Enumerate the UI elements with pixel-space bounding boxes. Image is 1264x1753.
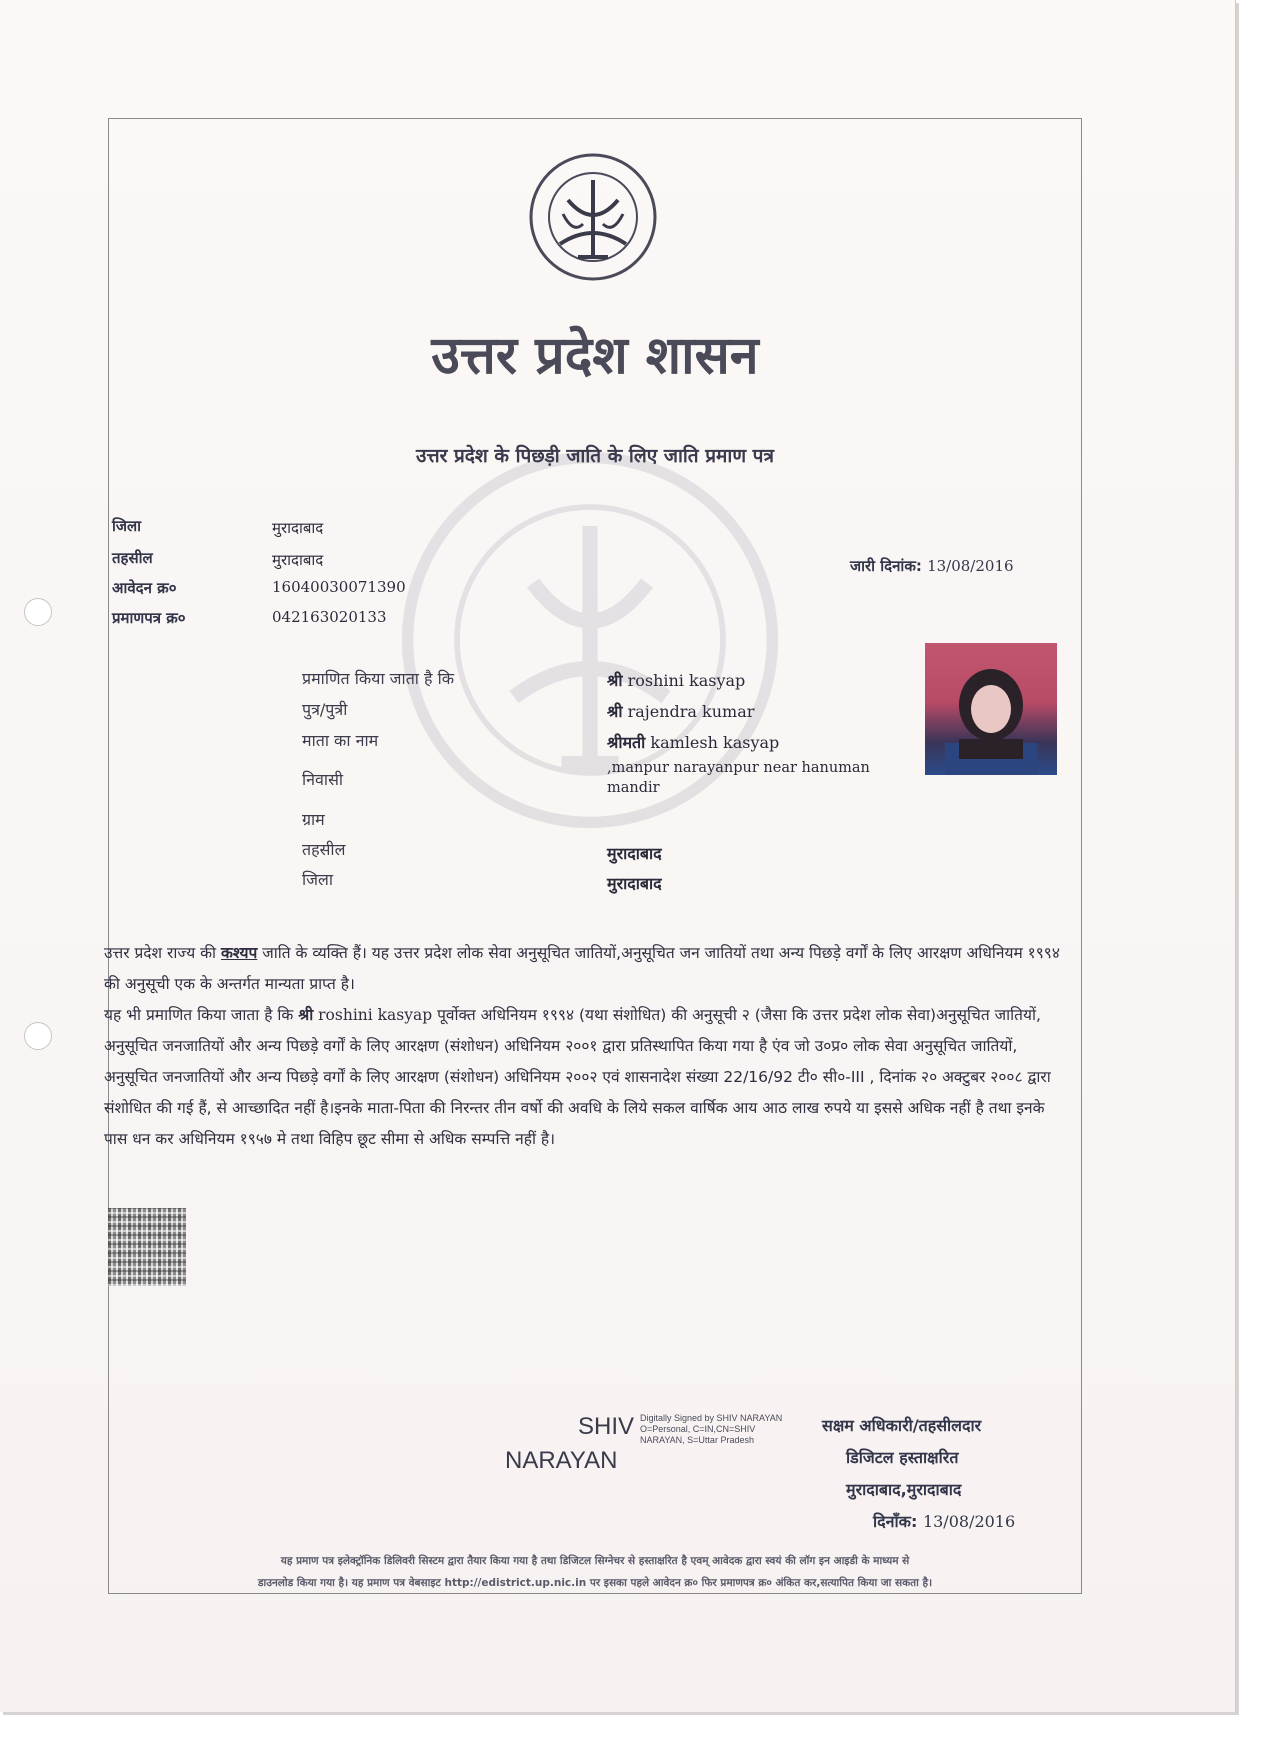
application-no-value: 16040030071390 <box>272 578 406 596</box>
issue-date-value: 13/08/2016 <box>927 557 1014 575</box>
village-label: ग्राम <box>302 810 325 829</box>
authority-date-value: 13/08/2016 <box>922 1512 1016 1531</box>
authority-date <box>873 1510 1015 1532</box>
tehsil-label: तहसील <box>112 549 153 567</box>
certificate-no-label: प्रमाणपत्र क्र० <box>112 609 186 627</box>
certificate-no-value: 042163020133 <box>272 608 387 626</box>
digital-signature-note: Digitally Signed by SHIV NARAYAN O=Personal, C=IN,CN=SHIV NARAYAN, S=Uttar Pradesh <box>640 1413 783 1445</box>
row-district-label: जिला <box>302 870 334 889</box>
row-tehsil-label: तहसील <box>302 840 346 859</box>
application-no-label: आवेदन क्र० <box>112 579 177 597</box>
parent-label: पुत्र/पुत्री <box>302 700 348 719</box>
paragraph-caste-rest: जाति के व्यक्ति हैं। यह उत्तर प्रदेश लोक सेवा अनुसूचित जातियों,अनुसूचित जन जातियों तथा अन्य पिछड़े वर्गों के लिए आरक्षण अधिनियम १९९४ की अनुसूची एक के अन्तर्गत मान्यता प्राप्त है। <box>104 944 1060 993</box>
footer-line1: यह प्रमाण पत्र इलेक्ट्रॉनिक डिलिवरी सिस्टम द्वारा तैयार किया गया है तथा डिजिटल सिग्नेचर से हस्ताक्षरित है एवम् आवेदक द्वारा स्वयं की लॉग इन आइडी के माध्यम से <box>280 1555 910 1567</box>
father-name-value: rajendra kumar <box>627 702 755 721</box>
holder-name-value: roshini kasyap <box>627 671 746 690</box>
row-tehsil-value: मुरादाबाद <box>607 844 662 863</box>
caste-name: कश्यप <box>220 944 258 962</box>
applicant-portrait-icon <box>925 643 1057 775</box>
district-value: मुरादाबाद <box>272 519 324 537</box>
mother-name <box>607 731 779 753</box>
row-district-value: मुरादाबाद <box>607 874 662 893</box>
authority-location: मुरादाबाद,मुरादाबाद <box>846 1480 962 1499</box>
authority-designation: सक्षम अधिकारी/तहसीलदार <box>822 1416 982 1435</box>
holder-name <box>607 669 745 691</box>
mother-name-value: kamlesh kasyap <box>650 733 780 752</box>
father-name <box>607 700 754 722</box>
issue-date <box>850 556 1014 576</box>
punch-hole-top <box>24 598 52 626</box>
issue-date-label: जारी दिनांक: <box>850 557 922 575</box>
document-subtitle: उत्तर प्रदेश के पिछड़ी जाति के लिए जाति प्रमाण पत्र <box>416 445 774 467</box>
paragraph-holder-name: roshini kasyap <box>313 1006 433 1024</box>
father-title: श्री <box>607 702 623 721</box>
footer-line2: डाउनलोड किया गया है। यह प्रमाण पत्र वेबसाइट http://edistrict.up.nic.in पर इसका पहले आवेदन क्र० फिर प्रमाणपत्र क्र० अंकित कर,सत्यापित किया जा सकता है। <box>257 1577 933 1589</box>
certify-label: प्रमाणित किया जाता है कि <box>302 669 455 688</box>
paragraph-certify-intro: यह भी प्रमाणित किया जाता है कि <box>104 1006 299 1024</box>
mother-label: माता का नाम <box>302 731 379 750</box>
paragraph-holder-title: श्री <box>298 1006 314 1024</box>
footer-note <box>108 1550 1082 1594</box>
paragraph-certify-rest: पूर्वोक्त अधिनियम १९९४ (यथा संशोधित) की अनुसूची २ (जैसा कि उत्तर प्रदेश लोक सेवा)अनुसूचित जातियों, अनुसूचित जनजातियों और अन्य पिछड़े वर्गों के लिए आरक्षण (संशोधन) अधिनियम २००१ द्वारा प्रतिस्थापित किया गया है एंव जो उ०प्र० लोक सेवा अनुसूचित जातियों, अनुसूचित जनजातियों और अन्य पिछड़े वर्गों के लिए आरक्षण (संशोधन) अधिनियम २००२ एवं शासनादेश संख्या 22/16/92 टी० सी०-III , दिनांक २० अक्टुबर २००८ द्वारा संशोधित की गई हैं, से आच्छादित नहीं है।इनके माता-पिता की निरन्तर तीन वर्षो की अवधि के लिये सकल वार्षिक आय आठ लाख रुपये या इससे अधिक नहीं है तथा इनके पास धन कर अधिनियम १९५७ मे तथा विहिप छूट सीमा से अधिक सम्पत्ति नहीं है। <box>104 1006 1051 1148</box>
holder-title: श्री <box>607 671 623 690</box>
punch-hole-bottom <box>24 1022 52 1050</box>
signer-name-line1: SHIV <box>578 1413 635 1440</box>
paragraph-creamy-layer <box>104 1000 1060 1155</box>
authority-date-label: दिनाँक: <box>873 1512 918 1531</box>
up-government-emblem-icon <box>528 152 658 282</box>
authority-digitally-signed: डिजिटल हस्ताक्षरित <box>846 1448 959 1467</box>
paragraph-caste <box>104 938 1060 1000</box>
tehsil-value: मुरादाबाद <box>272 551 324 569</box>
resident-address: ,manpur narayanpur near hanuman mandir <box>607 760 870 796</box>
verification-qr-code <box>108 1208 186 1286</box>
paragraph-caste-intro: उत्तर प्रदेश राज्य की <box>104 944 221 962</box>
document-title: उत्तर प्रदेश शासन <box>431 326 759 386</box>
mother-title: श्रीमती <box>607 733 646 752</box>
signer-name-line2: NARAYAN <box>505 1447 618 1474</box>
applicant-photo <box>925 643 1057 775</box>
district-label: जिला <box>112 517 142 535</box>
resident-label: निवासी <box>302 770 344 789</box>
